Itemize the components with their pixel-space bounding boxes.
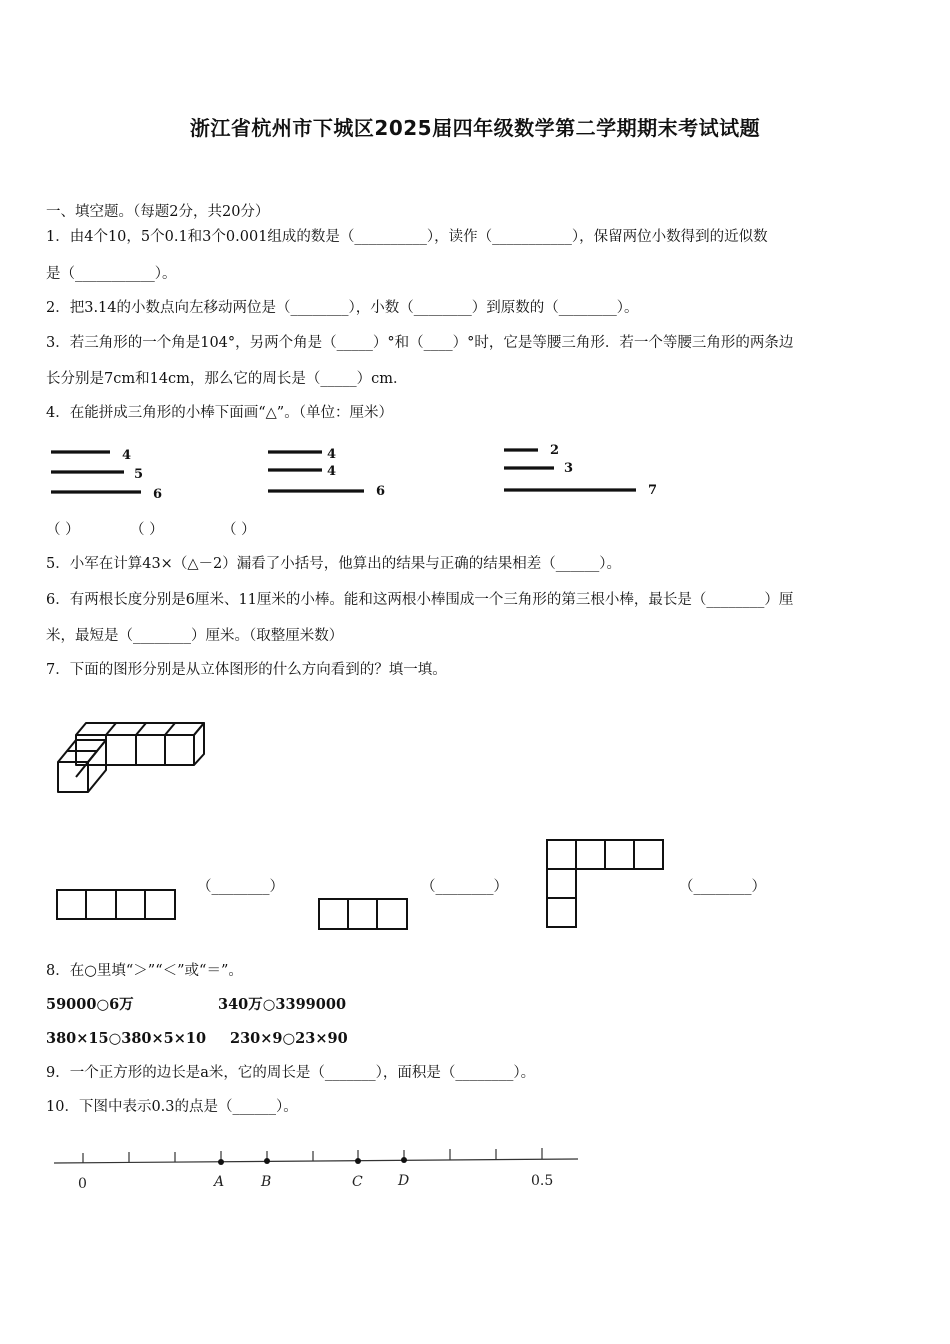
- label-d: D: [398, 1173, 410, 1189]
- answer-paren: （ ）: [130, 522, 164, 538]
- question-6-line-2: 米，最短是（________）厘米。（取整厘米数）: [46, 628, 344, 644]
- point-b: [264, 1158, 270, 1164]
- point-c: [355, 1158, 361, 1164]
- section-heading: 一、填空题。（每题2分，共20分）: [46, 204, 270, 220]
- question-10: 10．下图中表示0.3的点是（______）。: [46, 1099, 298, 1115]
- question-3-line-2: 长分别是7cm和14cm，那么它的周长是（_____）cm．: [46, 371, 408, 387]
- label-c: C: [352, 1174, 363, 1190]
- label-half: 0.5: [531, 1173, 554, 1189]
- question-4: 4．在能拼成三角形的小棒下面画“△”。（单位：厘米）: [46, 405, 393, 421]
- stick-length-label: 4: [327, 447, 337, 462]
- comparison-c: 380×15○380×5×10: [46, 1030, 207, 1047]
- label-a: A: [214, 1174, 225, 1190]
- answer-blank: （________）: [679, 879, 766, 895]
- comparison-a: 59000○6万: [46, 996, 134, 1013]
- question-2: 2．把3.14的小数点向左移动两位是（________），小数（________）到原数的（________）。: [46, 300, 639, 316]
- answer-paren: （ ）: [222, 522, 256, 538]
- question-6-line-1: 6．有两根长度分别是6厘米、11厘米的小棒。能和这两根小棒围成一个三角形的第三根小棒，最长是（________）厘: [46, 592, 794, 608]
- page-title: 浙江省杭州市下城区2025届四年级数学第二学期期末考试试题: [189, 116, 761, 140]
- comparison-d: 230×9○23×90: [230, 1030, 348, 1047]
- comparison-b: 340万○3399000: [218, 996, 347, 1013]
- answer-blank: （________）: [197, 879, 284, 895]
- stick-length-label: 2: [550, 443, 560, 458]
- question-3-line-1: 3．若三角形的一个角是104°，另两个角是（_____）°和（____）°时，它是等腰三角形．若一个等腰三角形的两条边: [46, 335, 794, 351]
- question-9: 9．一个正方形的边长是a米，它的周长是（_______），面积是（________）。: [46, 1065, 536, 1081]
- number-line-axis: [54, 1159, 578, 1163]
- point-a: [218, 1159, 224, 1165]
- answer-blank: （________）: [421, 879, 508, 895]
- stick-length-label: 3: [564, 461, 574, 476]
- label-zero: 0: [78, 1176, 87, 1192]
- question-7: 7．下面的图形分别是从立体图形的什么方向看到的？填一填。: [46, 662, 447, 678]
- stick-length-label: 6: [376, 484, 386, 499]
- point-d: [401, 1157, 407, 1163]
- question-8: 8．在○里填“＞”“＜”或“＝”。: [46, 963, 243, 979]
- stick-length-label: 4: [327, 464, 337, 479]
- question-5: 5．小军在计算43×（△－2）漏看了小括号，他算出的结果与正确的结果相差（______）。: [46, 556, 621, 572]
- question-1-line-1: 1．由4个10，5个0.1和3个0.001组成的数是（__________），读作（___________），保留两位小数得到的近似数: [46, 229, 768, 245]
- label-b: B: [261, 1174, 272, 1190]
- stick-length-label: 6: [153, 487, 163, 502]
- answer-paren: （ ）: [46, 522, 80, 538]
- stick-length-label: 5: [134, 467, 144, 482]
- stick-length-label: 4: [122, 448, 132, 463]
- question-1-line-2: 是（___________）。: [46, 266, 177, 282]
- stick-length-label: 7: [648, 483, 658, 498]
